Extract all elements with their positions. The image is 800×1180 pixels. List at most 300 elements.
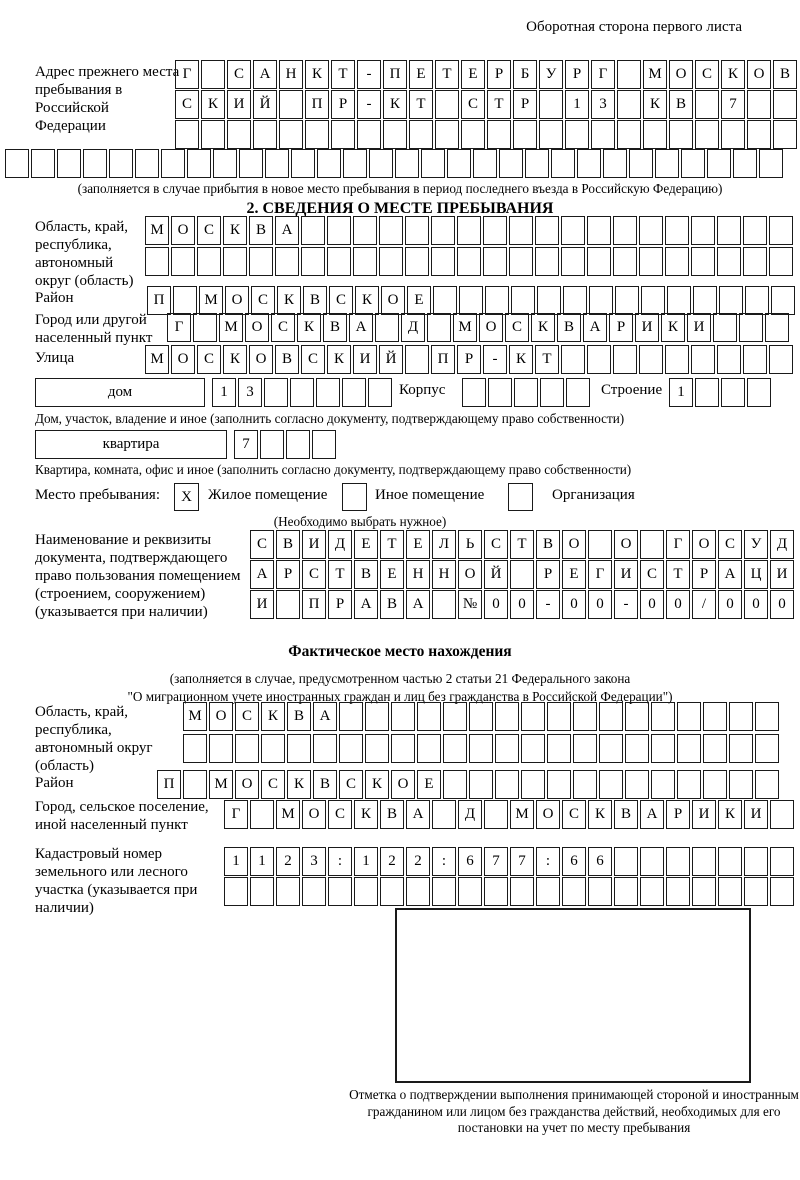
char-cell: [175, 120, 199, 149]
char-cell: [201, 120, 225, 149]
char-cell: А: [406, 590, 430, 619]
char-cell: [613, 247, 637, 276]
char-cell: [459, 286, 483, 315]
char-cell: Г: [224, 800, 248, 829]
char-cell: [432, 800, 456, 829]
char-cell: Т: [328, 560, 352, 589]
char-cell: [327, 216, 351, 245]
char-cell: И: [687, 313, 711, 342]
char-cell: К: [643, 90, 667, 119]
char-cell: [721, 378, 745, 407]
char-cell: И: [744, 800, 768, 829]
char-cell: В: [536, 530, 560, 559]
char-cell: [435, 90, 459, 119]
char-cell: [614, 847, 638, 876]
char-cell: [665, 216, 689, 245]
char-cell: К: [383, 90, 407, 119]
char-cell: [744, 847, 768, 876]
char-cell: [615, 286, 639, 315]
char-cell: [729, 770, 753, 799]
char-cell: [391, 702, 415, 731]
char-cell: С: [227, 60, 251, 89]
char-cell: [380, 877, 404, 906]
char-cell: [587, 247, 611, 276]
char-cell: О: [171, 345, 195, 374]
char-cell: [540, 378, 564, 407]
char-cell: [369, 149, 393, 178]
char-cell: [365, 734, 389, 763]
char-cell: Е: [407, 286, 431, 315]
char-cell: О: [235, 770, 259, 799]
char-cell: [395, 149, 419, 178]
char-cell: Д: [401, 313, 425, 342]
char-cell: С: [175, 90, 199, 119]
actual-city-row: [224, 800, 796, 829]
char-cell: 1: [212, 378, 236, 407]
cadastre-row-1: [224, 847, 796, 876]
char-cell: А: [250, 560, 274, 589]
char-cell: [613, 345, 637, 374]
char-cell: [235, 734, 259, 763]
char-cell: [521, 702, 545, 731]
char-cell: Л: [432, 530, 456, 559]
char-cell: [729, 702, 753, 731]
char-cell: Р: [666, 800, 690, 829]
char-cell: [599, 734, 623, 763]
char-cell: [692, 877, 716, 906]
char-cell: Н: [406, 560, 430, 589]
char-cell: К: [223, 345, 247, 374]
char-cell: [599, 770, 623, 799]
char-cell: [561, 345, 585, 374]
char-cell: В: [354, 560, 378, 589]
char-cell: [5, 149, 29, 178]
char-cell: [417, 702, 441, 731]
char-cell: [193, 313, 217, 342]
char-cell: [417, 734, 441, 763]
stamp-box: [395, 908, 751, 1083]
char-cell: [717, 247, 741, 276]
char-cell: Е: [417, 770, 441, 799]
char-cell: С: [301, 345, 325, 374]
char-cell: [599, 702, 623, 731]
prev-address-row-2: [175, 90, 799, 119]
char-cell: [640, 847, 664, 876]
char-cell: [561, 216, 585, 245]
char-cell: [770, 847, 794, 876]
char-cell: Е: [354, 530, 378, 559]
char-cell: [521, 770, 545, 799]
char-cell: [469, 734, 493, 763]
char-cell: А: [275, 216, 299, 245]
char-cell: [495, 734, 519, 763]
char-cell: П: [147, 286, 171, 315]
char-cell: С: [329, 286, 353, 315]
char-cell: А: [406, 800, 430, 829]
char-cell: [640, 530, 664, 559]
char-cell: С: [251, 286, 275, 315]
char-cell: О: [458, 560, 482, 589]
checkbox-organization: [508, 483, 533, 511]
char-cell: [665, 247, 689, 276]
char-cell: В: [614, 800, 638, 829]
char-cell: И: [353, 345, 377, 374]
char-cell: Т: [435, 60, 459, 89]
char-cell: [677, 702, 701, 731]
char-cell: В: [669, 90, 693, 119]
char-cell: [261, 734, 285, 763]
char-cell: В: [557, 313, 581, 342]
char-cell: С: [302, 560, 326, 589]
char-cell: К: [305, 60, 329, 89]
char-cell: К: [355, 286, 379, 315]
char-cell: [433, 286, 457, 315]
prev-address-row-4: [5, 149, 785, 178]
city-row: [167, 313, 791, 342]
char-cell: 7: [721, 90, 745, 119]
char-cell: [743, 216, 767, 245]
char-cell: [665, 345, 689, 374]
char-cell: [171, 247, 195, 276]
char-cell: М: [643, 60, 667, 89]
char-cell: [643, 120, 667, 149]
char-cell: [135, 149, 159, 178]
char-cell: [755, 702, 779, 731]
char-cell: [743, 247, 767, 276]
char-cell: 0: [744, 590, 768, 619]
char-cell: [773, 90, 797, 119]
stroenie-label: Строение: [601, 382, 663, 398]
char-cell: К: [365, 770, 389, 799]
char-cell: Г: [591, 60, 615, 89]
char-cell: [279, 120, 303, 149]
char-cell: [617, 90, 641, 119]
char-cell: [483, 247, 507, 276]
char-cell: О: [562, 530, 586, 559]
char-cell: [770, 877, 794, 906]
char-cell: [563, 286, 587, 315]
char-cell: А: [718, 560, 742, 589]
char-cell: С: [562, 800, 586, 829]
char-cell: [514, 378, 538, 407]
prev-address-label: Адрес прежнего места пребывания в Российской Федерации: [35, 64, 180, 134]
char-cell: [692, 847, 716, 876]
char-cell: Р: [487, 60, 511, 89]
char-cell: П: [305, 90, 329, 119]
char-cell: Е: [409, 60, 433, 89]
char-cell: 1: [224, 847, 248, 876]
char-cell: /: [692, 590, 716, 619]
char-cell: Т: [666, 560, 690, 589]
char-cell: А: [349, 313, 373, 342]
char-cell: [487, 120, 511, 149]
char-cell: [109, 149, 133, 178]
char-cell: 0: [640, 590, 664, 619]
char-cell: [641, 286, 665, 315]
char-cell: О: [171, 216, 195, 245]
char-cell: С: [235, 702, 259, 731]
char-cell: О: [209, 702, 233, 731]
char-cell: [625, 734, 649, 763]
char-cell: [743, 345, 767, 374]
char-cell: [253, 120, 277, 149]
char-cell: [681, 149, 705, 178]
street-row: [145, 345, 795, 374]
char-cell: [771, 286, 795, 315]
char-cell: [443, 734, 467, 763]
district-row: [147, 286, 797, 315]
char-cell: [432, 877, 456, 906]
char-cell: [536, 877, 560, 906]
char-cell: [511, 286, 535, 315]
stay-option-other-label: Иное помещение: [375, 487, 485, 503]
char-cell: О: [747, 60, 771, 89]
char-cell: С: [640, 560, 664, 589]
char-cell: [342, 378, 366, 407]
char-cell: [719, 286, 743, 315]
char-cell: [539, 90, 563, 119]
char-cell: [447, 149, 471, 178]
char-cell: [327, 247, 351, 276]
char-cell: Р: [457, 345, 481, 374]
char-cell: [286, 430, 310, 459]
char-cell: О: [225, 286, 249, 315]
char-cell: :: [536, 847, 560, 876]
char-cell: [431, 216, 455, 245]
actual-city-label: Город, сельское поселение, иной населенный пункт: [35, 799, 209, 833]
char-cell: 6: [588, 847, 612, 876]
char-cell: М: [453, 313, 477, 342]
char-cell: [547, 702, 571, 731]
char-cell: Б: [513, 60, 537, 89]
char-cell: [316, 378, 340, 407]
char-cell: [759, 149, 783, 178]
char-cell: [573, 734, 597, 763]
char-cell: [279, 90, 303, 119]
document-label: Наименование и реквизиты документа, подтверждающего право пользования помещением (строением, сооружением) (указывается при наличии): [35, 532, 241, 620]
char-cell: Р: [328, 590, 352, 619]
char-cell: Т: [535, 345, 559, 374]
char-cell: Е: [406, 530, 430, 559]
char-cell: А: [253, 60, 277, 89]
char-cell: [677, 770, 701, 799]
char-cell: [703, 770, 727, 799]
char-cell: [640, 877, 664, 906]
char-cell: [406, 877, 430, 906]
region-label: Область, край, республика, автономный округ (область): [35, 219, 134, 289]
char-cell: [409, 120, 433, 149]
char-cell: [717, 216, 741, 245]
char-cell: М: [199, 286, 223, 315]
char-cell: Д: [770, 530, 794, 559]
checkbox-other-premises: [342, 483, 367, 511]
char-cell: Ь: [458, 530, 482, 559]
char-cell: Р: [565, 60, 589, 89]
document-row-1: [250, 530, 796, 559]
char-cell: [718, 877, 742, 906]
char-cell: [391, 734, 415, 763]
char-cell: Ц: [744, 560, 768, 589]
char-cell: В: [287, 702, 311, 731]
char-cell: [755, 770, 779, 799]
char-cell: П: [157, 770, 181, 799]
char-cell: С: [271, 313, 295, 342]
char-cell: [639, 247, 663, 276]
char-cell: [509, 216, 533, 245]
char-cell: [276, 590, 300, 619]
char-cell: [83, 149, 107, 178]
char-cell: [260, 430, 284, 459]
char-cell: [551, 149, 575, 178]
char-cell: О: [536, 800, 560, 829]
char-cell: 3: [591, 90, 615, 119]
char-cell: -: [357, 90, 381, 119]
char-cell: Д: [458, 800, 482, 829]
street-label: Улица: [35, 350, 75, 366]
char-cell: [510, 560, 534, 589]
char-cell: Н: [279, 60, 303, 89]
char-cell: В: [380, 800, 404, 829]
char-cell: В: [313, 770, 337, 799]
char-cell: [651, 734, 675, 763]
char-cell: И: [227, 90, 251, 119]
char-cell: [561, 247, 585, 276]
prev-address-row-1: [175, 60, 799, 89]
char-cell: М: [219, 313, 243, 342]
char-cell: [499, 149, 523, 178]
char-cell: И: [635, 313, 659, 342]
char-cell: К: [297, 313, 321, 342]
char-cell: [305, 120, 329, 149]
char-cell: Е: [380, 560, 404, 589]
char-cell: [614, 877, 638, 906]
char-cell: П: [302, 590, 326, 619]
char-cell: [547, 770, 571, 799]
char-cell: [693, 286, 717, 315]
char-cell: [343, 149, 367, 178]
apartment-row: [234, 430, 338, 459]
cadastre-row-2: [224, 877, 796, 906]
char-cell: №: [458, 590, 482, 619]
char-cell: [485, 286, 509, 315]
char-cell: Е: [562, 560, 586, 589]
char-cell: -: [536, 590, 560, 619]
char-cell: 7: [234, 430, 258, 459]
char-cell: [666, 877, 690, 906]
char-cell: 6: [562, 847, 586, 876]
char-cell: 0: [484, 590, 508, 619]
char-cell: [365, 702, 389, 731]
char-cell: [769, 345, 793, 374]
char-cell: С: [261, 770, 285, 799]
char-cell: [747, 378, 771, 407]
char-cell: [375, 313, 399, 342]
char-cell: [353, 247, 377, 276]
char-cell: [431, 247, 455, 276]
char-cell: [495, 702, 519, 731]
actual-region-row-1: [183, 702, 781, 731]
char-cell: [769, 247, 793, 276]
char-cell: С: [339, 770, 363, 799]
char-cell: [379, 216, 403, 245]
char-cell: 6: [458, 847, 482, 876]
char-cell: В: [303, 286, 327, 315]
char-cell: Р: [513, 90, 537, 119]
char-cell: С: [197, 345, 221, 374]
char-cell: [443, 702, 467, 731]
char-cell: [405, 216, 429, 245]
district-label: Район: [35, 290, 74, 306]
char-cell: [537, 286, 561, 315]
char-cell: [589, 286, 613, 315]
char-cell: [745, 286, 769, 315]
char-cell: К: [277, 286, 301, 315]
char-cell: [739, 313, 763, 342]
char-cell: К: [223, 216, 247, 245]
char-cell: [655, 149, 679, 178]
char-cell: Т: [331, 60, 355, 89]
char-cell: 7: [510, 847, 534, 876]
char-cell: Е: [461, 60, 485, 89]
char-cell: :: [328, 847, 352, 876]
char-cell: Й: [379, 345, 403, 374]
char-cell: О: [302, 800, 326, 829]
char-cell: [301, 247, 325, 276]
char-cell: -: [357, 60, 381, 89]
char-cell: 0: [666, 590, 690, 619]
char-cell: [603, 149, 627, 178]
char-cell: 0: [562, 590, 586, 619]
char-cell: -: [614, 590, 638, 619]
char-cell: К: [588, 800, 612, 829]
page-side-note: Оборотная сторона первого листа: [526, 19, 742, 35]
char-cell: М: [510, 800, 534, 829]
char-cell: К: [721, 60, 745, 89]
char-cell: [383, 120, 407, 149]
char-cell: [145, 247, 169, 276]
char-cell: [587, 216, 611, 245]
char-cell: [651, 702, 675, 731]
char-cell: [432, 590, 456, 619]
char-cell: Г: [666, 530, 690, 559]
char-cell: [713, 313, 737, 342]
char-cell: [183, 770, 207, 799]
char-cell: О: [669, 60, 693, 89]
char-cell: [462, 378, 486, 407]
stay-option-residential-label: Жилое помещение: [208, 487, 328, 503]
char-cell: [405, 247, 429, 276]
char-cell: Г: [175, 60, 199, 89]
char-cell: [173, 286, 197, 315]
char-cell: [313, 734, 337, 763]
house-widebox: дом: [35, 378, 205, 407]
char-cell: О: [249, 345, 273, 374]
char-cell: [625, 770, 649, 799]
char-cell: [588, 530, 612, 559]
char-cell: Р: [609, 313, 633, 342]
char-cell: [721, 120, 745, 149]
char-cell: С: [505, 313, 529, 342]
char-cell: Т: [380, 530, 404, 559]
char-cell: [483, 216, 507, 245]
char-cell: [265, 149, 289, 178]
char-cell: М: [276, 800, 300, 829]
actual-location-title: Фактическое место нахождения: [288, 643, 512, 660]
char-cell: [224, 877, 248, 906]
char-cell: [264, 378, 288, 407]
char-cell: [547, 734, 571, 763]
region-row-1: [145, 216, 795, 245]
